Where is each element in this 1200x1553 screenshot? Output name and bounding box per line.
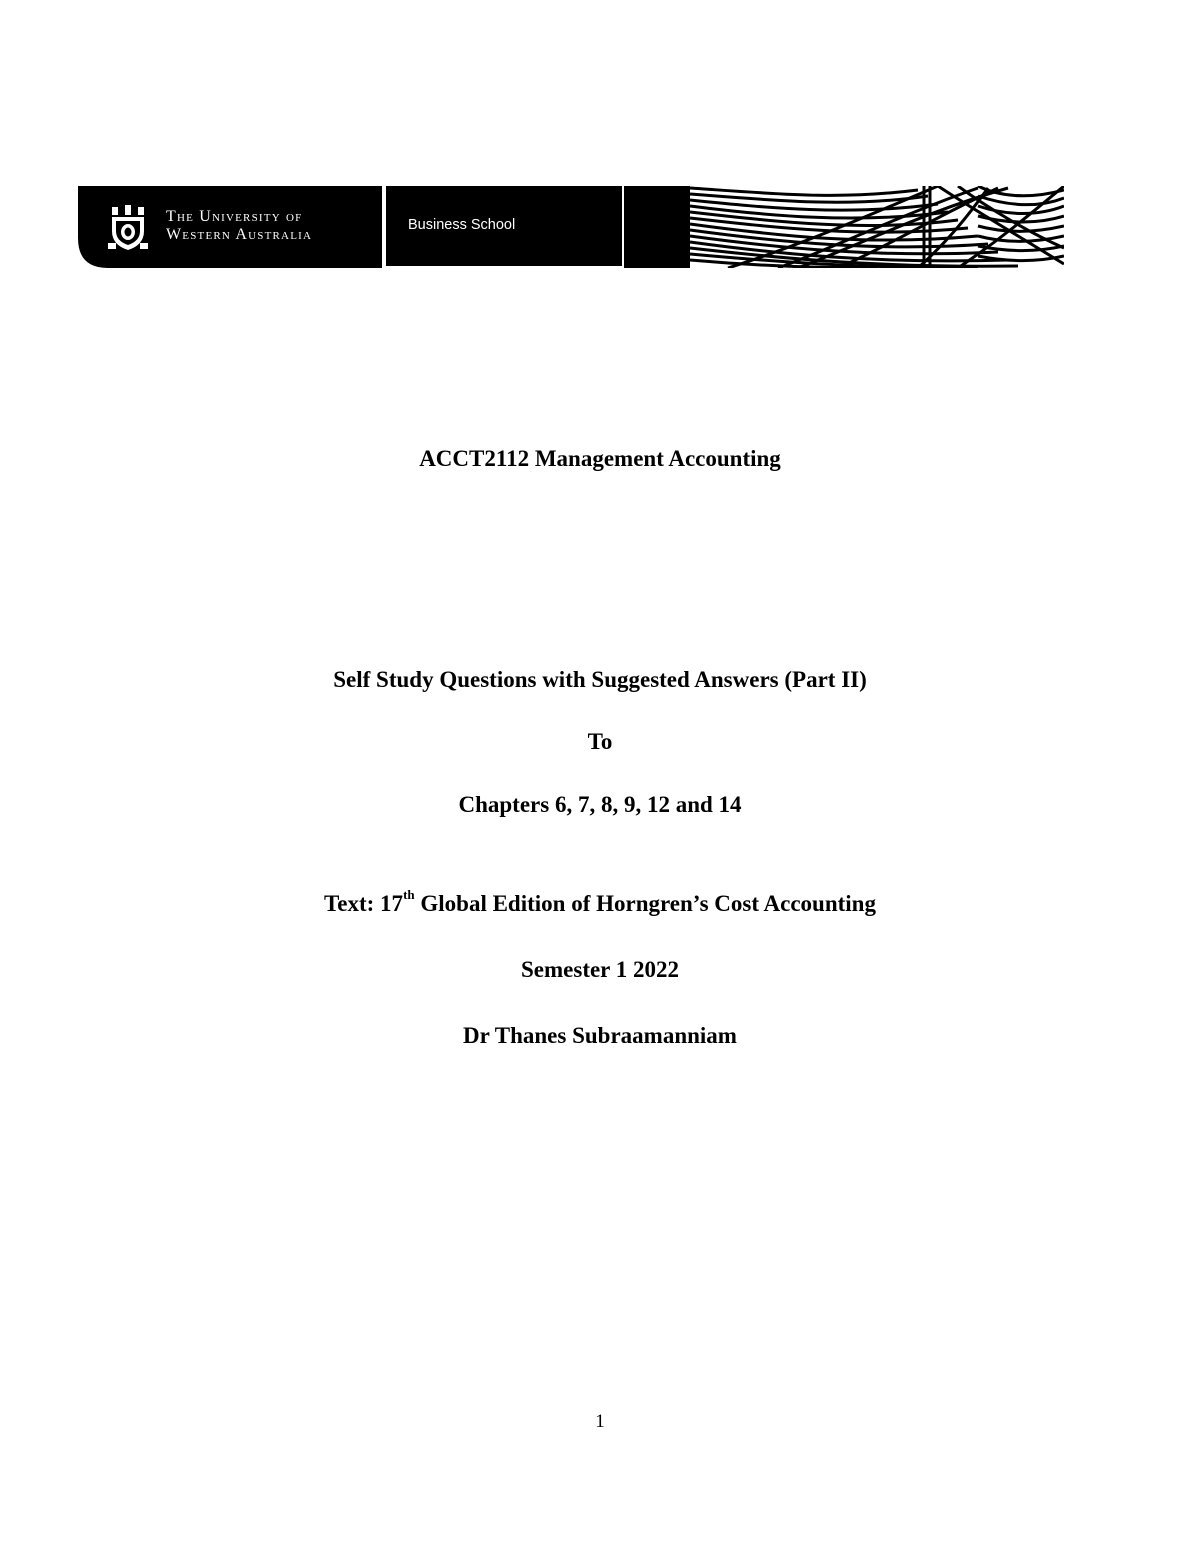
course-title: ACCT2112 Management Accounting	[419, 446, 781, 471]
university-name-line1: The University of	[166, 208, 303, 225]
university-crest-icon	[106, 205, 150, 251]
edition-superscript: th	[403, 887, 415, 902]
document-subtitle: Self Study Questions with Suggested Answers (Part II)	[333, 667, 867, 692]
header-banner	[78, 186, 1064, 268]
semester-line: Semester 1 2022	[521, 957, 679, 982]
university-name	[166, 208, 312, 244]
chapters-line	[0, 792, 1200, 818]
page-number: 1	[595, 1411, 605, 1432]
school-name: Business School	[408, 217, 516, 233]
author-line: Dr Thanes Subraamanniam	[463, 1023, 737, 1048]
to-line: To	[587, 729, 613, 754]
chapters-text: Chapters 6, 7, 8, 9, 12 and 14	[458, 792, 742, 817]
textbook-suffix: Global Edition of Horngren’s Cost Accounting	[414, 891, 876, 916]
university-name-line2: Western Australia	[166, 226, 313, 243]
textbook-line	[0, 887, 1200, 917]
textbook-prefix: Text: 17	[324, 891, 404, 916]
